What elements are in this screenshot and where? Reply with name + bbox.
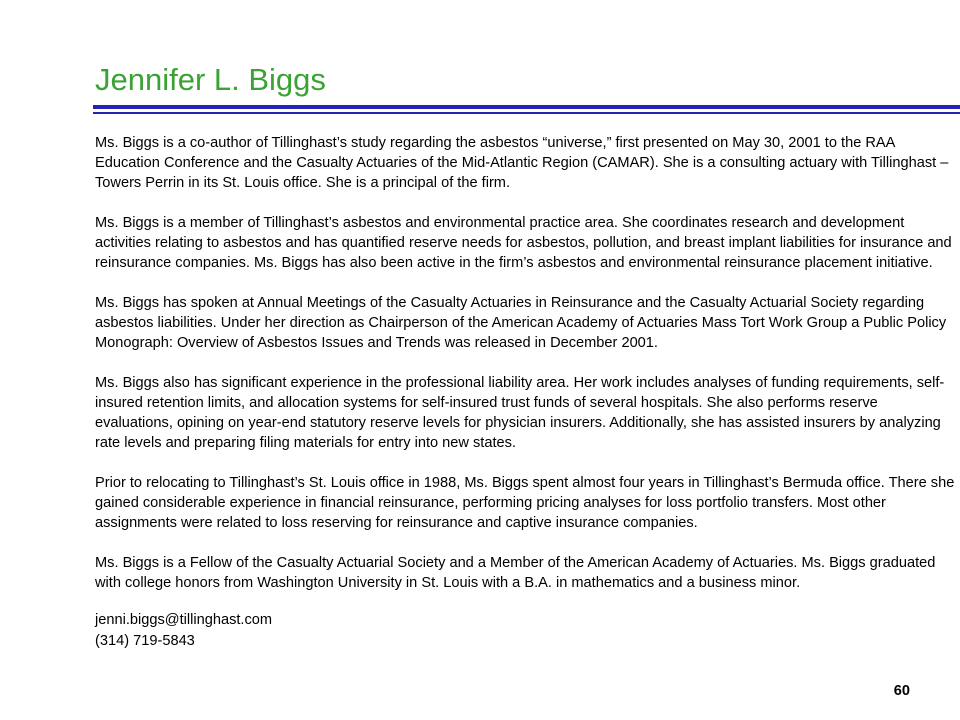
slide-title: Jennifer L. Biggs xyxy=(95,62,326,97)
bio-paragraph: Ms. Biggs is a member of Tillinghast’s asbestos and environmental practice area. She coordinates research and development activities relating to asbestos and has quantified reserve needs for asbestos, pollution, and breast implant liabilities for insurance and reinsurance companies. Ms. Biggs has also been active in the firm’s asbestos and environmental reinsurance placement initiative. xyxy=(95,215,952,271)
page-number: 60 xyxy=(893,683,910,699)
bio-paragraph: Prior to relocating to Tillinghast’s St. Louis office in 1988, Ms. Biggs spent almost four years in Tillinghast’s Bermuda office. There she gained considerable experience in financial reinsurance, performing pricing analyses for loss portfolio transfers. Most other assignments were related to loss reserving for reinsurance and captive insurance companies. xyxy=(95,475,955,531)
contact-phone: (314) 719-5843 xyxy=(95,633,195,649)
contact-email: jenni.biggs@tillinghast.com xyxy=(95,612,273,628)
bio-paragraph: Ms. Biggs has spoken at Annual Meetings of the Casualty Actuaries in Reinsurance and the Casualty Actuarial Society regarding asbestos liabilities. Under her direction as Chairperson of the American Academy of Actuaries Mass Tort Work Group a Public Policy Monograph: Overview of Asbestos Issues and Trends was released in December 2001. xyxy=(95,295,947,351)
contact-block xyxy=(95,610,957,652)
bio-body xyxy=(95,133,957,652)
title-rule-thick xyxy=(93,105,960,109)
title-rule-thin xyxy=(93,112,960,114)
bio-paragraph: Ms. Biggs is a co-author of Tillinghast’s study regarding the asbestos “universe,” first presented on May 30, 2001 to the RAA Education Conference and the Casualty Actuaries of the Mid-Atlantic Region (CAMAR). She is a consulting actuary with Tillinghast – Towers Perrin in its St. Louis office. She is a principal of the firm. xyxy=(95,135,949,191)
bio-paragraph: Ms. Biggs also has significant experience in the professional liability area. Her work includes analyses of funding requirements, self-insured retention limits, and allocation systems for self-insured trust funds of several hospitals. She also performs reserve evaluations, opining on year-end statutory reserve levels for physician insurers. Additionally, she has assisted insurers by analyzing rate levels and preparing filing materials for entry into new states. xyxy=(95,375,945,451)
bio-paragraph: Ms. Biggs is a Fellow of the Casualty Actuarial Society and a Member of the American Academy of Actuaries. Ms. Biggs graduated with college honors from Washington University in St. Louis with a B.A. in mathematics and a business minor. xyxy=(95,555,936,591)
